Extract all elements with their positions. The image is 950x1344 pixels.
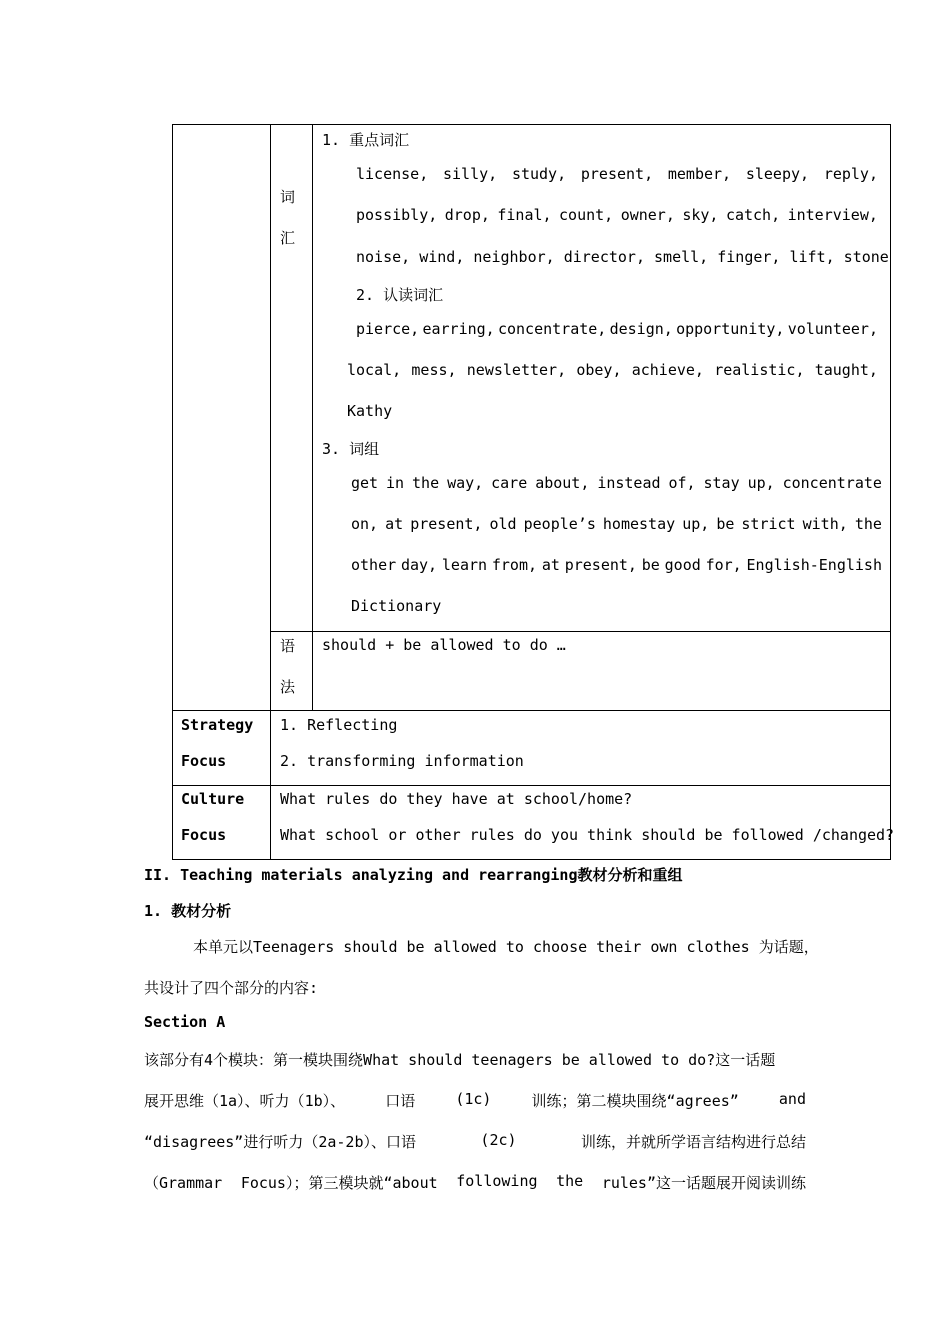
word: the — [854, 515, 882, 533]
paragraph-1-line-1: 本单元以Teenagers should be allowed to choose their own clothes 为话题， — [193, 938, 819, 956]
word: earring, — [422, 320, 495, 338]
table-row-divider-culture — [172, 785, 891, 786]
vocab-category-char-2: 汇 — [280, 229, 296, 247]
word: for, — [705, 556, 742, 574]
word: taught, — [814, 361, 878, 379]
word: design, — [609, 320, 673, 338]
word: obey, — [576, 361, 622, 379]
subsection-heading: 1. 教材分析 — [144, 902, 232, 920]
vocab-phrases-line-3 — [351, 556, 882, 574]
word: in — [386, 474, 405, 492]
word: get — [351, 474, 379, 492]
text-chunk: and — [778, 1090, 806, 1108]
culture-item-2: What school or other rules do you think should be followed /changed? — [280, 826, 895, 844]
culture-label-line-2: Focus — [181, 826, 227, 844]
word: from, — [491, 556, 538, 574]
word: achieve, — [631, 361, 704, 379]
text-chunk: 训练，并就所学语言结构进行总结 — [580, 1133, 806, 1151]
vocab-category-char-1: 词 — [280, 188, 296, 206]
word: about, — [535, 474, 590, 492]
text-chunk: (2c) — [480, 1131, 517, 1149]
word: newsletter, — [466, 361, 567, 379]
text-chunk: （Grammar — [144, 1174, 223, 1192]
word: interview, — [787, 206, 878, 224]
word: owner, — [620, 206, 675, 224]
word: at — [541, 556, 560, 574]
text-chunk: following — [456, 1172, 538, 1190]
strategy-item-1: 1. Reflecting — [280, 716, 398, 734]
word: with, — [802, 515, 848, 533]
word: of, — [668, 474, 696, 492]
section-a-heading: Section A — [144, 1013, 226, 1031]
text-chunk: 训练；第二模块围绕“agrees” — [531, 1092, 739, 1110]
vocab-phrases-line-1 — [351, 474, 882, 492]
word: present, — [410, 515, 483, 533]
grammar-category-char-1: 语 — [280, 637, 296, 655]
word: up, — [747, 474, 775, 492]
word: study, — [511, 165, 567, 183]
word: learn — [441, 556, 488, 574]
vocab-reading-words-line-2 — [347, 361, 878, 379]
word: final, — [497, 206, 552, 224]
word: possibly, — [356, 206, 438, 224]
word: be — [716, 515, 735, 533]
word: drop, — [444, 206, 490, 224]
word: opportunity, — [676, 320, 785, 338]
vocab-heading-key-words: 1. 重点词汇 — [322, 131, 410, 149]
word: local, — [347, 361, 402, 379]
table-row-divider-grammar — [270, 631, 891, 632]
word: good — [664, 556, 701, 574]
vocab-phrases-line-2 — [351, 515, 882, 533]
text-chunk: 展开思维（1a）、听力（1b）、 — [144, 1092, 346, 1110]
grammar-text: should + be allowed to do … — [322, 636, 566, 654]
word: at — [385, 515, 404, 533]
text-chunk: 口语 — [385, 1092, 416, 1110]
table-border-right — [890, 124, 891, 860]
paragraph-2-line-1: 该部分有4个模块：第一模块围绕What should teenagers be allowed to do?这一话题 — [144, 1051, 776, 1069]
vocab-key-words-line-2 — [356, 206, 878, 224]
culture-item-1: What rules do they have at school/home? — [280, 790, 633, 808]
section-heading: II. Teaching materials analyzing and rearranging教材分析和重组 — [144, 866, 683, 884]
word: sleepy, — [745, 165, 810, 183]
vocab-phrases-line-4: Dictionary — [351, 597, 442, 615]
text-chunk: (1c) — [455, 1090, 492, 1108]
table-col-divider-1 — [270, 124, 271, 860]
word: the — [412, 474, 440, 492]
vocab-reading-words-line-1 — [356, 320, 878, 338]
word: be — [641, 556, 660, 574]
paragraph-2-line-4 — [144, 1172, 806, 1193]
word: catch, — [725, 206, 781, 224]
word: concentrate — [782, 474, 882, 492]
paragraph-1-line-2: 共设计了四个部分的内容: — [144, 979, 319, 997]
table-border-bottom — [172, 859, 891, 860]
word: day, — [400, 556, 438, 574]
vocab-heading-reading-words: 2. 认读词汇 — [356, 286, 444, 304]
table-border-left — [172, 124, 173, 860]
text-chunk: the — [556, 1172, 584, 1190]
word: English-English — [746, 556, 882, 574]
word: member, — [667, 165, 732, 183]
vocab-heading-phrases: 3. 词组 — [322, 440, 380, 458]
word: license, — [356, 165, 429, 183]
strategy-label-line-1: Strategy — [181, 716, 254, 734]
text-chunk: rules”这一话题展开阅读训练 — [601, 1174, 806, 1192]
word: present, — [580, 165, 654, 183]
word: present, — [564, 556, 637, 574]
word: stay — [703, 474, 740, 492]
paragraph-2-line-3 — [144, 1131, 806, 1152]
grammar-category-char-2: 法 — [280, 678, 296, 696]
table-col-divider-2 — [312, 124, 313, 711]
strategy-item-2: 2. transforming information — [280, 752, 524, 770]
word: old — [489, 515, 517, 533]
culture-label-line-1: Culture — [181, 790, 245, 808]
paragraph-2-line-2 — [144, 1090, 806, 1111]
word: sky, — [682, 206, 719, 224]
word: on, — [351, 515, 379, 533]
text-chunk: Focus）；第三模块就“about — [240, 1174, 438, 1192]
word: concentrate, — [497, 320, 607, 338]
strategy-label-line-2: Focus — [181, 752, 227, 770]
word: way, — [447, 474, 484, 492]
word: strict — [741, 515, 796, 533]
word: mess, — [411, 361, 457, 379]
vocab-reading-words-line-3: Kathy — [347, 402, 393, 420]
vocab-key-words-line-3: noise, wind, neighbor, director, smell, finger, lift, stone — [356, 248, 889, 266]
word: reply, — [823, 165, 878, 183]
word: count, — [559, 206, 614, 224]
word: pierce, — [356, 320, 420, 338]
word: care — [491, 474, 528, 492]
word: instead — [597, 474, 661, 492]
text-chunk: “disagrees”进行听力（2a-2b）、口语 — [144, 1133, 416, 1151]
word: silly, — [443, 165, 498, 183]
word: people’s — [523, 515, 596, 533]
word: other — [351, 556, 397, 574]
word: homestay — [602, 515, 676, 533]
table-row-divider-strategy — [172, 710, 891, 711]
word: up, — [682, 515, 710, 533]
word: volunteer, — [787, 320, 878, 338]
vocab-key-words-line-1 — [356, 165, 878, 183]
table-border-top — [172, 124, 891, 125]
word: realistic, — [714, 361, 805, 379]
